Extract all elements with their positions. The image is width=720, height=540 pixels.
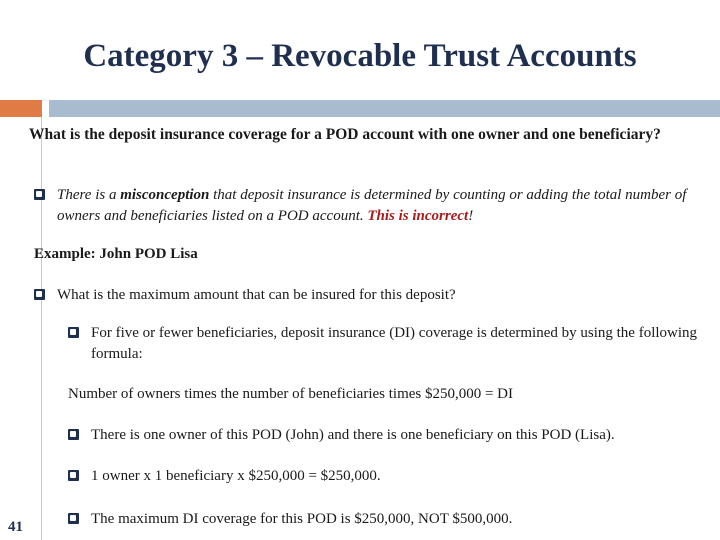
bullet-icon [68, 429, 79, 440]
accent-bar-blue [49, 100, 720, 117]
misconception-middle: that deposit insurance is determined by counting or adding the total number of owners and beneficiaries listed on a POD account. [57, 187, 687, 224]
owner-beneficiary-text: There is one owner of this POD (John) and there is one beneficiary on this POD (Lisa). [91, 427, 615, 443]
slide-title: Category 3 – Revocable Trust Accounts [83, 38, 637, 74]
incorrect-end: ! [468, 208, 474, 224]
accent-bar-orange [0, 100, 42, 117]
bullet-icon [34, 189, 45, 200]
max-coverage-bullet [68, 509, 720, 530]
max-question-text: What is the maximum amount that can be insured for this deposit? [57, 287, 456, 303]
max-question-bullet [34, 285, 456, 306]
misconception-keyword: misconception [120, 187, 210, 203]
question-text: What is the deposit insurance coverage for a POD account with one owner and one beneficiary? [29, 126, 661, 143]
incorrect-text: This is incorrect [367, 208, 469, 224]
bullet-icon [68, 327, 79, 338]
bullet-icon [68, 513, 79, 524]
example-text: Example: John POD Lisa [34, 246, 198, 262]
sidebar-divider [41, 117, 42, 540]
owner-beneficiary-bullet [68, 425, 720, 446]
calculation-text: 1 owner x 1 beneficiary x $250,000 = $250,000. [91, 468, 381, 484]
bullet-icon [68, 470, 79, 481]
slide-number: 41 [8, 519, 23, 535]
formula-intro-bullet [68, 323, 720, 365]
misconception-prefix: There is a [57, 187, 121, 203]
misconception-bullet [34, 185, 697, 227]
formula-intro-text: For five or fewer beneficiaries, deposit insurance (DI) coverage is determined by using the following formula: [91, 325, 698, 362]
bullet-icon [34, 289, 45, 300]
calculation-bullet [68, 466, 720, 487]
max-coverage-text: The maximum DI coverage for this POD is $250,000, NOT $500,000. [91, 511, 513, 527]
formula-text: Number of owners times the number of beneficiaries times $250,000 = DI [68, 386, 514, 402]
